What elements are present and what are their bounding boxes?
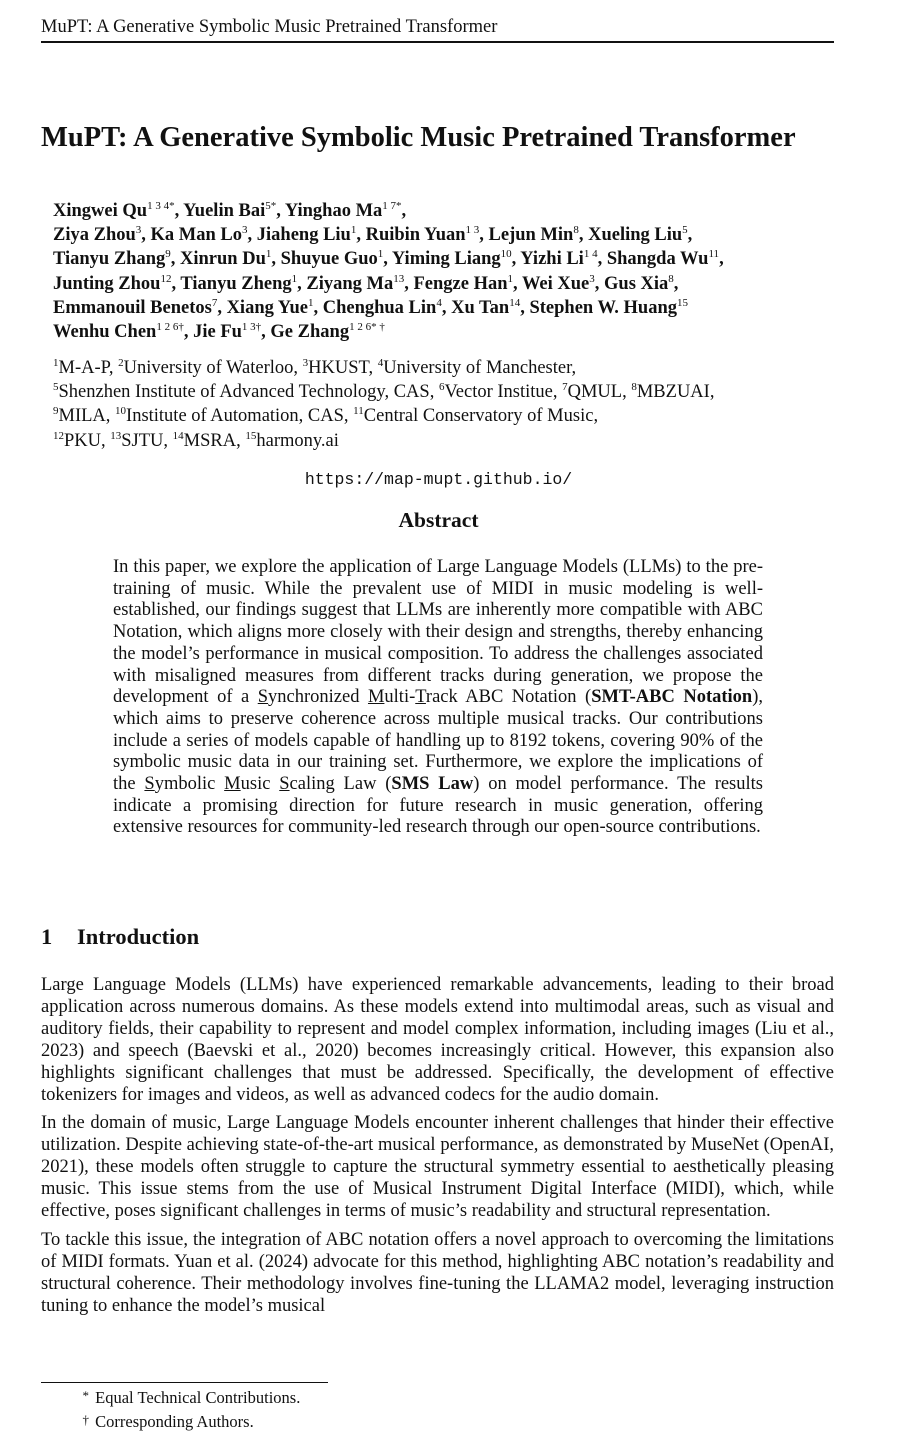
author-line [53, 223, 853, 247]
affiliation-name: Central Conservatory of Music [363, 406, 594, 427]
footnote-rule [41, 1382, 328, 1383]
author-name: Gus Xia [604, 273, 669, 294]
author-name: Lejun Min [488, 225, 574, 246]
author-line [53, 199, 853, 223]
author-affiliation-marks: 7 [211, 296, 218, 309]
affiliation-number: 13 [110, 429, 122, 442]
abstract-underline: S [279, 774, 290, 795]
footnote-mark: * [82, 1388, 89, 1403]
author-affiliation-marks: 11 [708, 248, 720, 261]
author-name: Yizhi Li [520, 249, 584, 270]
affiliation-name: MSRA [183, 430, 237, 451]
footnotes [41, 1385, 300, 1433]
affiliation-number: 1 [53, 357, 59, 369]
affiliation-number: 6 [438, 381, 445, 394]
author-affiliation-marks: 1 [265, 248, 272, 261]
author-name: Xueling Liu [588, 225, 683, 246]
author-name: Fengze Han [413, 273, 508, 294]
affiliation-number: 10 [115, 405, 127, 418]
author-separator: , [511, 249, 517, 270]
abstract-underline: S [144, 774, 155, 795]
author-affiliation-marks: 8 [668, 272, 674, 285]
author-affiliation-marks: 9 [165, 248, 171, 261]
author-separator: , [513, 273, 518, 294]
abstract-underline: M [367, 687, 385, 708]
author-name: Jiaheng Liu [256, 225, 351, 246]
affiliation-separator: , [622, 382, 627, 403]
author-name: Stephen W. Huang [529, 297, 678, 318]
author-affiliation-marks: 12 [160, 272, 172, 285]
affiliation-name: PKU [64, 430, 102, 451]
author-separator: , [183, 322, 189, 343]
author-line [53, 272, 853, 296]
abstract-underline: S [257, 687, 269, 708]
author-separator: , [271, 249, 276, 270]
author-separator: , [313, 297, 319, 318]
affiliation-separator: , [429, 382, 435, 403]
author-name: Wei Xue [521, 273, 590, 294]
abstract-text: ulti- [384, 687, 416, 708]
introduction-body [41, 975, 834, 1325]
author-separator: , [578, 225, 584, 246]
author-name: Jie Fu [193, 322, 242, 343]
author-affiliation-marks: 5 [682, 224, 688, 237]
author-separator: , [594, 273, 600, 294]
affiliation-separator: , [709, 382, 715, 403]
abstract-body [113, 557, 763, 839]
author-name: Yiming Liang [391, 249, 501, 270]
author-name: Ruibin Yuan [365, 225, 466, 246]
affiliation-name: HKUST [308, 358, 369, 378]
smt-abc-term: SMT-ABC Notation [591, 687, 753, 708]
author-name: Xinrun Du [180, 249, 266, 270]
author-name: Chenghua Lin [322, 297, 437, 318]
author-affiliation-marks: 3 [242, 224, 248, 237]
affiliation-separator: , [108, 358, 114, 378]
author-affiliation-marks: 1 3 4* [147, 200, 175, 212]
author-list [53, 199, 853, 344]
abstract-text: ) on model performance. The results indicate a promising direction for future research in music generation, offering extensive resources for community-led research through our open-source contributions. [113, 774, 763, 838]
affiliation-number: 4 [377, 357, 384, 369]
author-name: Xiang Yue [226, 297, 308, 318]
running-head: MuPT: A Generative Symbolic Music Pretrained Transformer [41, 16, 834, 43]
affiliation-separator: , [236, 430, 241, 451]
abstract-text: ynchronized [268, 687, 368, 708]
affiliation-separator: , [571, 358, 577, 378]
affiliation-name: MILA [58, 406, 106, 427]
affiliation-line [53, 380, 853, 404]
abstract-underline: M [224, 774, 241, 795]
author-name: Emmanouil Benetos [53, 297, 212, 318]
affiliation-number: 15 [245, 429, 257, 442]
affiliation-number: 8 [631, 381, 637, 394]
author-affiliation-marks: 4 [436, 296, 442, 309]
author-name: Shangda Wu [606, 249, 709, 270]
author-affiliation-marks: 1 2 6* † [349, 321, 385, 334]
author-separator: , [520, 297, 525, 318]
affiliation-number: 7 [562, 381, 568, 394]
author-separator: , [383, 249, 388, 270]
author-line [53, 247, 853, 271]
abstract-text: ), which aims to preserve coherence across multiple musical tracks. Our contributions include a series of models capable of handling up to 8192 tokens, covering 90% of the symbolic music data in our training set. Furthermore, we explore the implications of the [113, 687, 763, 795]
affiliation-separator: , [101, 430, 106, 451]
author-name: Ge Zhang [270, 322, 350, 343]
footnote-text: Corresponding Authors. [95, 1412, 254, 1431]
author-affiliation-marks: 1 [350, 224, 357, 237]
affiliation-list [53, 356, 853, 453]
footnote-corresponding [41, 1409, 300, 1433]
affiliation-line [53, 356, 853, 380]
affiliation-name: harmony.ai [256, 430, 339, 451]
author-name: Xu Tan [451, 297, 510, 318]
author-separator: , [141, 225, 146, 246]
affiliation-number: 11 [353, 405, 364, 418]
author-affiliation-marks: 1 4 [583, 248, 598, 261]
author-affiliation-marks: 10 [500, 248, 512, 261]
author-separator: , [276, 201, 281, 221]
author-separator: , [297, 273, 302, 294]
affiliation-number: 3 [302, 357, 309, 369]
footnote-equal-contribution [41, 1385, 300, 1409]
author-separator: , [479, 225, 484, 246]
author-affiliation-marks: 3 [135, 224, 142, 237]
abstract-text: usic [240, 774, 280, 795]
author-name: Ziya Zhou [53, 225, 136, 246]
affiliation-line [53, 429, 853, 453]
author-name: Shuyue Guo [280, 249, 378, 270]
author-affiliation-marks: 1 3 [465, 224, 480, 237]
author-affiliation-marks: 13 [393, 272, 405, 285]
author-name: Tianyu Zhang [53, 249, 166, 270]
affiliation-separator: , [552, 382, 558, 403]
author-affiliation-marks: 3 [589, 272, 595, 285]
author-affiliation-marks: 1 7* [382, 200, 402, 212]
affiliation-name: University of Waterloo [123, 358, 294, 378]
affiliation-line [53, 404, 853, 428]
intro-paragraph: To tackle this issue, the integration of ABC notation offers a novel approach to overcoming the limitations of MIDI formats. Yuan et al. (2024) advocate for this method, highlighting ABC notation’s readability and structural coherence. Their methodology involves fine-tuning the LLAMA2 model, leveraging instruction tuning to enhance the model’s musical [41, 1229, 834, 1316]
section-title: Introduction [77, 924, 200, 949]
abstract-text: ymbolic [154, 774, 225, 795]
author-separator: , [171, 273, 177, 294]
abstract-text: caling Law ( [289, 774, 392, 795]
author-separator: , [719, 249, 724, 270]
intro-paragraph: In the domain of music, Large Language Models encounter inherent challenges that hinder their effective utilization. Despite achieving state-of-the-art musical performance, as demonstrated by MuseNet (OpenAI, 2021), these models often struggle to capture the structural symmetry essential to aesthetically pleasing music. This issue stems from the use of Musical Instrument Digital Interface (MIDI), which, while effective, poses significant challenges in terms of music’s readability and structural representation. [41, 1113, 834, 1222]
author-name: Ka Man Lo [150, 225, 243, 246]
affiliation-number: 12 [53, 429, 64, 442]
author-name: Tianyu Zheng [180, 273, 292, 294]
affiliation-name: SJTU [121, 430, 164, 451]
author-affiliation-marks: 1 [507, 272, 514, 285]
affiliation-separator: , [163, 430, 169, 451]
affiliation-separator: , [343, 406, 349, 427]
author-affiliation-marks: 5* [265, 200, 277, 212]
intro-paragraph: Large Language Models (LLMs) have experienced remarkable advancements, leading to their broad application across numerous domains. As these models extend into multimodal areas, such as visual and auditory fields, their capability to represent and model complex information, including images (Liu et al., 2023) and speech (Baevski et al., 2020) becomes increasingly critical. However, this expansion also highlights significant challenges that must be addressed. Specifically, the development of effective tokenizers for images and videos, as well as advanced codecs for the audio domain. [41, 975, 834, 1105]
affiliation-name: M-A-P [58, 358, 109, 378]
author-name: Ziyang Ma [306, 273, 394, 294]
author-separator: , [673, 273, 679, 294]
affiliation-name: MBZUAI [636, 382, 710, 403]
author-affiliation-marks: 15 [677, 296, 689, 309]
affiliation-name: University of Manchester [383, 358, 572, 378]
affiliation-number: 14 [172, 429, 184, 442]
author-separator: , [174, 201, 180, 221]
author-affiliation-marks: 1 3† [241, 321, 262, 334]
author-affiliation-marks: 1 2 6† [156, 321, 184, 334]
author-name: Xingwei Qu [53, 201, 148, 221]
author-separator: , [401, 201, 407, 221]
author-name: Yuelin Bai [183, 201, 266, 221]
affiliation-separator: , [105, 406, 111, 427]
abstract-underline: T [415, 687, 426, 708]
abstract-text: rack ABC Notation ( [425, 687, 592, 708]
affiliation-number: 2 [118, 357, 124, 369]
affiliation-name: QMUL [567, 382, 623, 403]
author-separator: , [404, 273, 409, 294]
affiliation-name: Institute of Automation, CAS [126, 406, 344, 427]
section-heading-introduction [41, 923, 199, 951]
author-separator: , [261, 322, 266, 343]
author-separator: , [441, 297, 447, 318]
author-separator: , [247, 225, 253, 246]
affiliation-number: 9 [53, 405, 59, 418]
abstract-text: In this paper, we explore the application of Large Language Models (LLMs) to the pre-training of music. While the prevalent use of MIDI in music modeling is well-established, our findings suggest that LLMs are inherently more compatible with ABC Notation, which aligns more closely with their design and strengths, thereby enhancing the model’s performance in musical composition. To address the challenges associated with misaligned measures from different tracks during generation, we propose the development of a [113, 557, 763, 708]
project-url[interactable]: https://map-mupt.github.io/ [304, 470, 573, 489]
author-affiliation-marks: 14 [509, 296, 521, 309]
author-affiliation-marks: 1 [291, 272, 298, 285]
affiliation-name: Shenzhen Institute of Advanced Technology, CAS [58, 382, 430, 403]
affiliation-separator: , [368, 358, 374, 378]
author-separator: , [687, 225, 693, 246]
affiliation-separator: , [593, 406, 599, 427]
author-separator: , [217, 297, 222, 318]
author-affiliation-marks: 1 [307, 296, 314, 309]
author-separator: , [170, 249, 176, 270]
abstract-heading: Abstract [398, 508, 479, 532]
author-name: Yinghao Ma [284, 201, 383, 221]
footnote-mark: † [82, 1412, 89, 1427]
paper-title: MuPT: A Generative Symbolic Music Pretrained Transformer [41, 122, 796, 153]
author-separator: , [356, 225, 361, 246]
author-separator: , [597, 249, 603, 270]
author-line [53, 296, 853, 320]
author-line [53, 320, 853, 344]
author-affiliation-marks: 1 [377, 248, 384, 261]
sms-law-term: SMS Law [391, 774, 474, 795]
affiliation-number: 5 [53, 381, 59, 394]
author-affiliation-marks: 8 [573, 224, 579, 237]
author-name: Wenhu Chen [53, 322, 157, 343]
author-name: Junting Zhou [53, 273, 161, 294]
affiliation-separator: , [293, 358, 299, 378]
footnote-text: Equal Technical Contributions. [95, 1388, 301, 1407]
affiliation-name: Vector Institue [444, 382, 553, 403]
section-number: 1 [41, 924, 53, 949]
